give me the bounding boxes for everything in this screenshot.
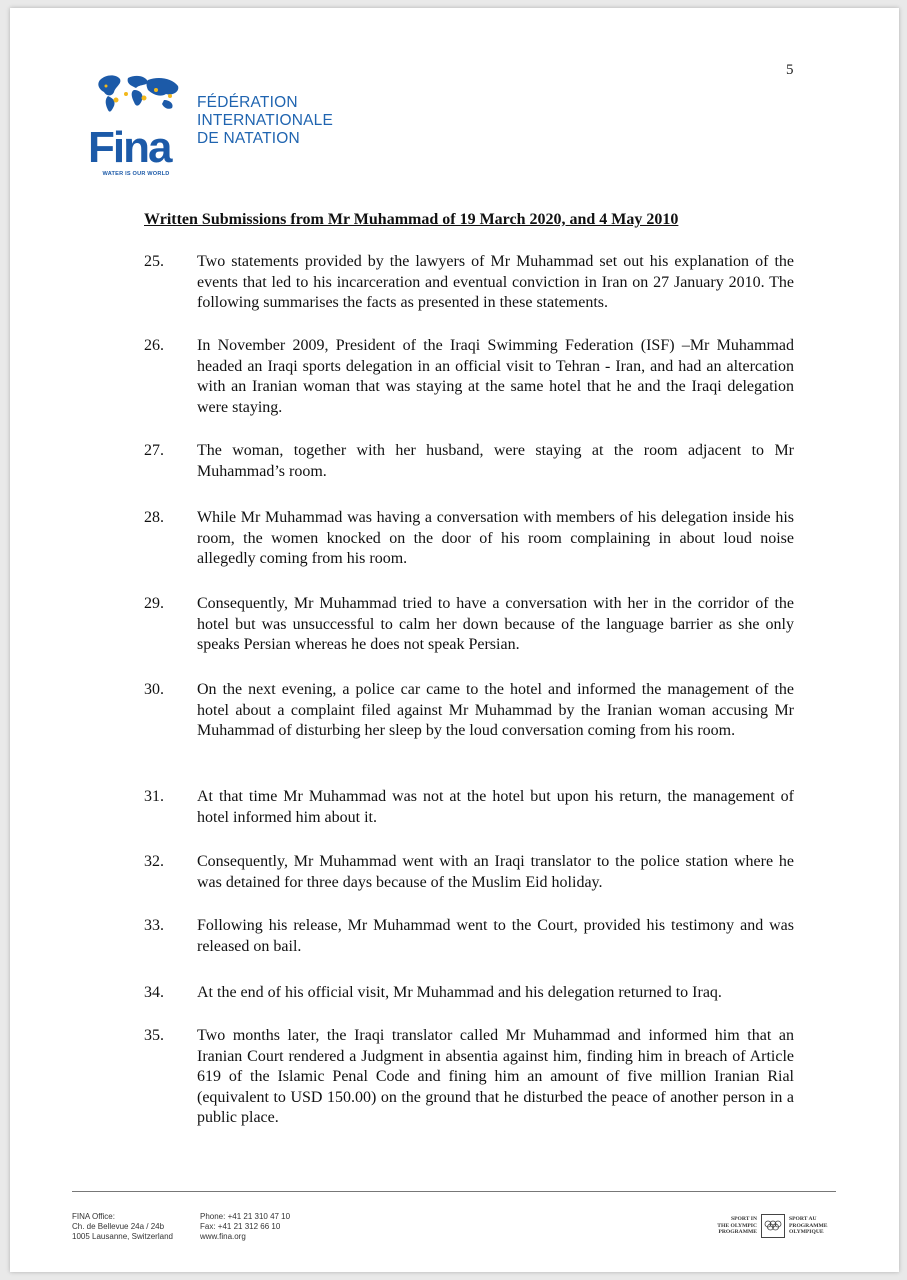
paragraph-text: Consequently, Mr Muhammad tried to have a conversation with her in the corridor of the hotel but was unsuccessful to calm her down because of the language barrier as she only speaks Persian whereas he does not speak Persian. [197, 595, 794, 653]
paragraph-text: The woman, together with her husband, were staying at the room adjacent to Mr Muhammad’s room. [197, 442, 794, 480]
paragraph-number: 27. [144, 442, 164, 459]
document-page [10, 8, 899, 1272]
paragraph-text: At the end of his official visit, Mr Muhammad and his delegation returned to Iraq. [197, 984, 722, 1001]
globe-logo-icon [86, 70, 186, 170]
paragraph-text: Consequently, Mr Muhammad went with an Iraqi translator to the police station where he was detained for three days because of the Muslim Eid holiday. [197, 853, 794, 891]
paragraph-text: Two months later, the Iraqi translator called Mr Muhammad and informed him that an Iranian Court rendered a Judgment in absentia against him, finding him in breach of Article 619 of the Islamic Penal Code and fining him an amount of five million Iranian Rial (equivalent to USD 150.00) on the ground that he disturbed the peace of another person in a public place. [197, 1027, 794, 1126]
paragraph-number: 26. [144, 337, 164, 354]
footer-phone: Phone: +41 21 310 47 10 [200, 1212, 291, 1221]
logo-tagline: WATER IS OUR WORLD [102, 171, 170, 177]
page-number: 5 [786, 62, 794, 78]
footer-address-line-1: Ch. de Bellevue 24a / 24b [72, 1222, 165, 1231]
olympic-text-french: SPORT AU PROGRAMME OLYMPIQUE [789, 1216, 828, 1236]
paragraph-text: On the next evening, a police car came to the hotel and informed the management of the hotel about a complaint filed against Mr Muhammad by the Iranian woman accusing Mr Muhammad of disturbing her sleep by the loud conversation coming from his room. [197, 681, 794, 739]
paragraph-number: 25. [144, 253, 164, 270]
footer-office-label: FINA Office: [72, 1212, 115, 1221]
paragraph-number: 28. [144, 509, 164, 526]
paragraph-number: 35. [144, 1027, 164, 1044]
paragraph-number: 29. [144, 595, 164, 612]
paragraph-number: 31. [144, 788, 164, 805]
olympic-programme-badge [707, 1214, 839, 1240]
paragraph-text: At that time Mr Muhammad was not at the hotel but upon his return, the management of hotel informed him about it. [197, 788, 794, 826]
paragraph-text: While Mr Muhammad was having a conversation with members of his delegation inside his room, the women knocked on the door of his room complaining in about loud noise allegedly coming from his room. [197, 509, 794, 567]
paragraph-text: Two statements provided by the lawyers of Mr Muhammad set out his explanation of the events that led to his incarceration and eventual conviction in Iran on 27 January 2010. The following summarises the facts as presented in these statements. [197, 253, 794, 311]
section-heading: Written Submissions from Mr Muhammad of 19 March 2020, and 4 May 2010 [144, 211, 679, 228]
org-name-line-2: INTERNATIONALE [197, 112, 334, 129]
olympic-text-english: SPORT IN THE OLYMPIC PROGRAMME [717, 1216, 757, 1236]
fina-logo [86, 70, 186, 182]
paragraph-number: 32. [144, 853, 164, 870]
footer-website-link[interactable]: www.fina.org [200, 1232, 246, 1241]
footer-address [72, 1212, 173, 1242]
org-name-line-1: FÉDÉRATION [197, 94, 298, 111]
footer-contact [200, 1212, 290, 1242]
paragraph-text: Following his release, Mr Muhammad went to the Court, provided his testimony and was released on bail. [197, 917, 794, 955]
org-name-line-3: DE NATATION [197, 130, 300, 147]
logo-wordmark: Fina [88, 123, 171, 170]
footer-fax: Fax: +41 21 312 66 10 [200, 1222, 281, 1231]
paragraph-number: 34. [144, 984, 164, 1001]
organization-name [197, 94, 333, 148]
footer-divider [72, 1191, 836, 1192]
footer-address-line-2: 1005 Lausanne, Switzerland [72, 1232, 173, 1241]
paragraph-text: In November 2009, President of the Iraqi Swimming Federation (ISF) –Mr Muhammad headed an Iraqi sports delegation in an official visit to Tehran - Iran, and had an altercation with an Iranian woman that was staying at the same hotel that he and the Iraqi delegation were staying. [197, 337, 794, 416]
olympic-rings-icon [761, 1214, 785, 1238]
paragraph-number: 30. [144, 681, 164, 698]
paragraph-number: 33. [144, 917, 164, 934]
